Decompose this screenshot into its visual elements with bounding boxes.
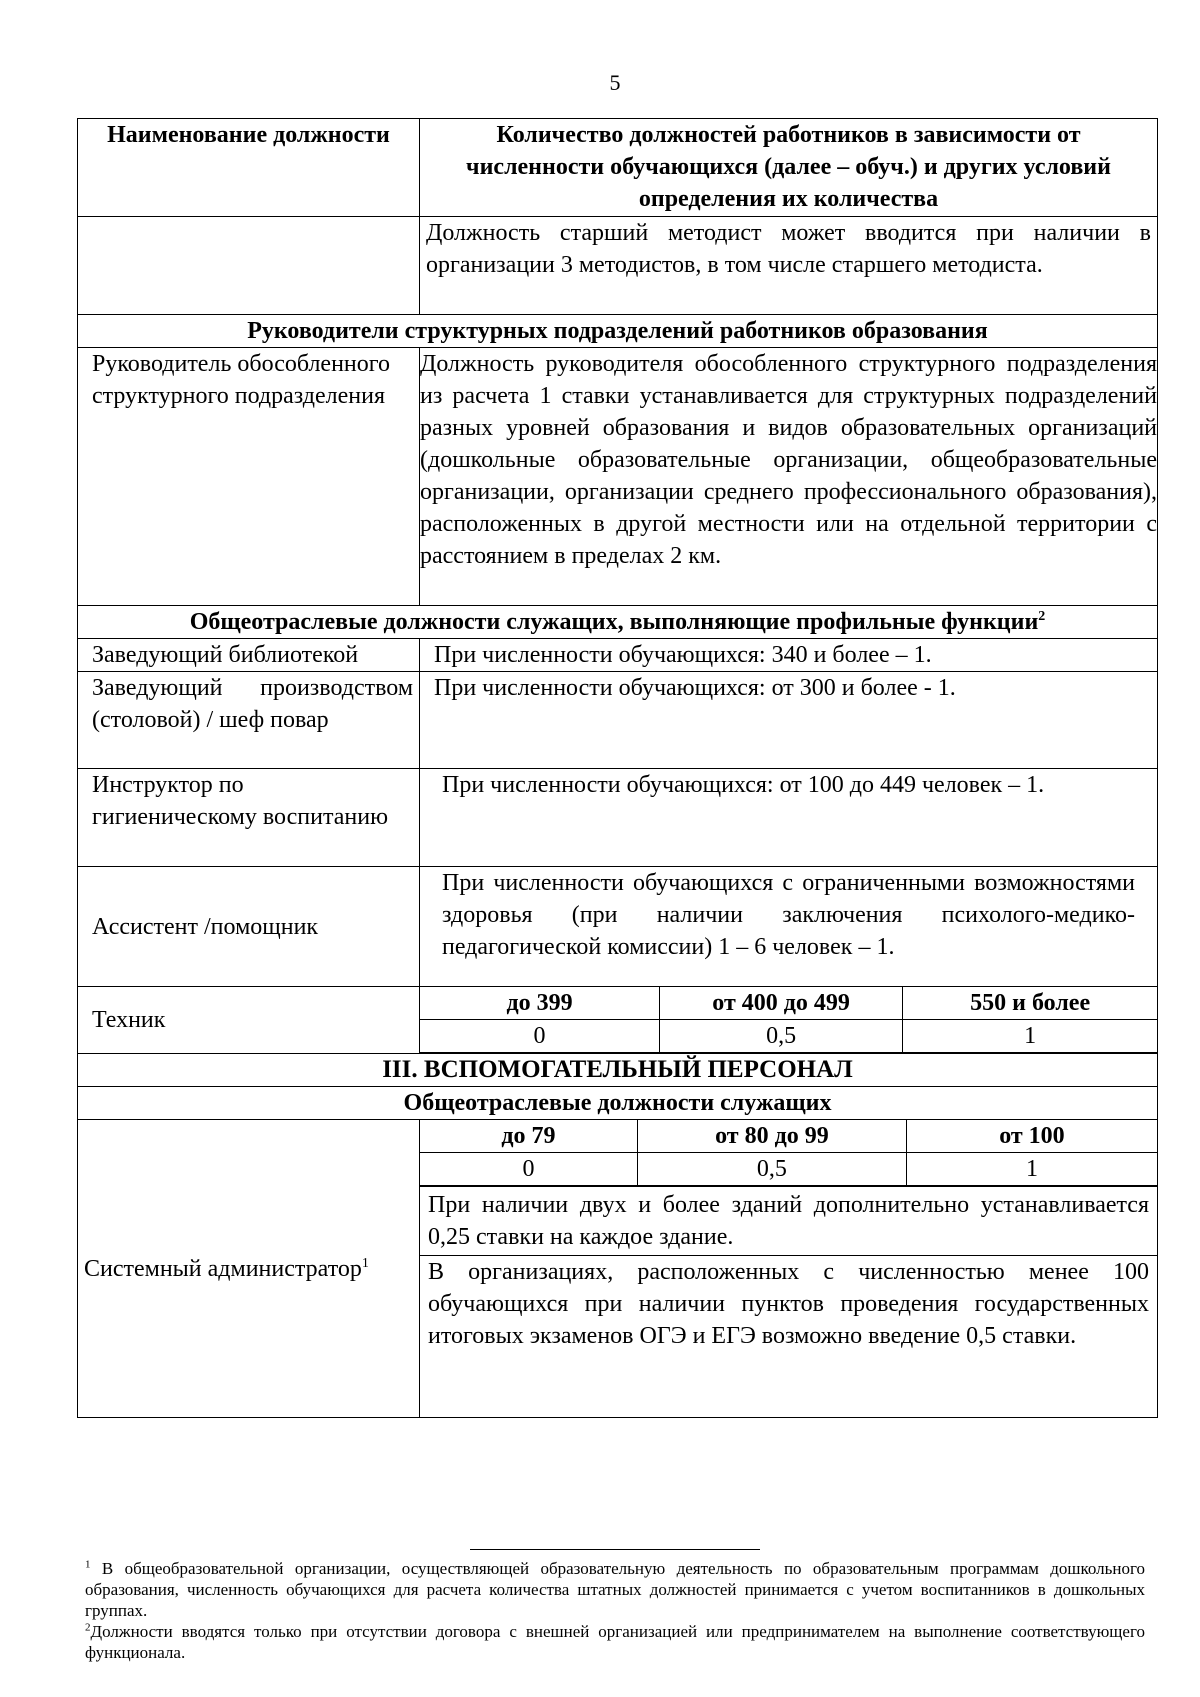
table-row bbox=[78, 348, 1158, 606]
technician-grid bbox=[420, 987, 1157, 1053]
technician-grid-cell bbox=[420, 987, 1158, 1054]
position-branch-head-text: Должность руководителя обособленного структурного подразделения из расчета 1 ставки устанавливается для структурных подразделений разных уровней образования и видов образовательных организаций (дошкольные образовательные организации, общеобразовательные организации, организации среднего профессионального образования), расположенных в другой местности или на отдельной территории с расстоянием в пределах 2 км. bbox=[420, 348, 1158, 606]
table-header-row bbox=[78, 119, 1158, 217]
sysadmin-note-buildings: При наличии двух и более зданий дополнительно устанавливается 0,25 ставки на каждое здание. bbox=[420, 1186, 1157, 1255]
section-heading-profile-text: Общеотраслевые должности служащих, выполняющие профильные функции bbox=[189, 609, 1039, 635]
section-row bbox=[78, 315, 1158, 348]
table-row bbox=[78, 769, 1158, 867]
position-librarian: Заведующий библиотекой bbox=[78, 639, 420, 672]
footnotes bbox=[85, 1558, 1145, 1663]
footnote-text: Должности вводятся только при отсутствии договора с внешней организацией или предпринимателем на выполнение соответствующего функционала. bbox=[85, 1622, 1145, 1662]
sysadmin-grid bbox=[420, 1120, 1157, 1186]
footnote-ref-1: 1 bbox=[361, 1255, 369, 1271]
grid-value-cell: 0 bbox=[420, 1020, 660, 1053]
footnote-mark: 2 bbox=[85, 1621, 91, 1634]
position-librarian-text: При численности обучающихся: 340 и более – 1. bbox=[420, 639, 1158, 672]
position-branch-head: Руководитель обособленного структурного подразделения bbox=[78, 348, 420, 606]
table-row bbox=[78, 867, 1158, 987]
position-sysadmin-text: Системный администратор bbox=[84, 1255, 362, 1282]
header-position-count: Количество должностей работников в зависимости от численности обучающихся (далее – обуч.) и других условий определения их количества bbox=[420, 119, 1158, 217]
grid-head-cell: до 399 bbox=[420, 987, 660, 1020]
staffing-table bbox=[77, 118, 1158, 1418]
footnote-ref-2: 2 bbox=[1038, 609, 1046, 624]
grid-value-cell: 1 bbox=[906, 1153, 1157, 1186]
table-row bbox=[78, 639, 1158, 672]
grid-head-cell: от 400 до 499 bbox=[660, 987, 903, 1020]
section-row bbox=[78, 1054, 1158, 1087]
grid-value-cell: 0,5 bbox=[637, 1153, 906, 1186]
grid-head-cell: от 80 до 99 bbox=[637, 1120, 906, 1153]
position-technician: Техник bbox=[78, 987, 420, 1054]
position-hygiene: Инструктор по гигиеническому воспитанию bbox=[78, 769, 420, 867]
grid-head-cell: до 79 bbox=[420, 1120, 637, 1153]
position-canteen-text: При численности обучающихся: от 300 и более - 1. bbox=[420, 672, 1158, 769]
empty-cell bbox=[78, 217, 420, 315]
grid-value-cell: 0 bbox=[420, 1153, 637, 1186]
section-heading-structural: Руководители структурных подразделений работников образования bbox=[78, 315, 1158, 348]
grid-value-cell: 0,5 bbox=[660, 1020, 903, 1053]
section-row bbox=[78, 606, 1158, 639]
senior-methodist-note: Должность старший методист может вводится при наличии в организации 3 методистов, в том числе старшего методиста. bbox=[420, 217, 1158, 315]
header-position-name: Наименование должности bbox=[78, 119, 420, 217]
table-row bbox=[78, 1120, 1158, 1418]
grid-value-cell: 1 bbox=[903, 1020, 1157, 1053]
page-number: 5 bbox=[609, 70, 621, 95]
position-canteen: Заведующий производством (столовой) / шеф повар bbox=[78, 672, 420, 769]
technician-grid-head bbox=[420, 987, 1157, 1020]
footnote-divider bbox=[470, 1549, 760, 1550]
position-assistant-text: При численности обучающихся с ограниченными возможностями здоровья (при наличии заключения психолого-медико-педагогической комиссии) 1 – 6 человек – 1. bbox=[420, 867, 1158, 987]
footnote-2 bbox=[85, 1621, 1145, 1663]
table-row bbox=[78, 672, 1158, 769]
table-row bbox=[78, 987, 1158, 1054]
position-assistant: Ассистент /помощник bbox=[78, 867, 420, 987]
section-row bbox=[78, 1087, 1158, 1120]
section-heading-profile bbox=[78, 606, 1158, 639]
footnote-1 bbox=[85, 1558, 1145, 1621]
section-heading-general: Общеотраслевые должности служащих bbox=[78, 1087, 1158, 1120]
sysadmin-cell bbox=[420, 1120, 1158, 1418]
technician-grid-values bbox=[420, 1020, 1157, 1053]
footnote-mark: 1 bbox=[85, 1558, 91, 1571]
footnote-text: В общеобразовательной организации, осуществляющей образовательную деятельность по образовательным программам дошкольного образования, численность обучающихся для расчета количества штатных должностей принимается с учетом воспитанников в дошкольных группах. bbox=[85, 1559, 1145, 1620]
table-row bbox=[78, 217, 1158, 315]
grid-head-cell: 550 и более bbox=[903, 987, 1157, 1020]
sysadmin-grid-head bbox=[420, 1120, 1157, 1153]
section-heading-auxiliary: III. ВСПОМОГАТЕЛЬНЫЙ ПЕРСОНАЛ bbox=[78, 1054, 1158, 1087]
sysadmin-grid-values bbox=[420, 1153, 1157, 1186]
position-sysadmin bbox=[78, 1120, 420, 1418]
sysadmin-note-exams: В организациях, расположенных с численностью менее 100 обучающихся при наличии пунктов проведения государственных итоговых экзаменов ОГЭ и ЕГЭ возможно введение 0,5 ставки. bbox=[420, 1255, 1157, 1352]
position-hygiene-text: При численности обучающихся: от 100 до 449 человек – 1. bbox=[420, 769, 1158, 867]
grid-head-cell: от 100 bbox=[906, 1120, 1157, 1153]
